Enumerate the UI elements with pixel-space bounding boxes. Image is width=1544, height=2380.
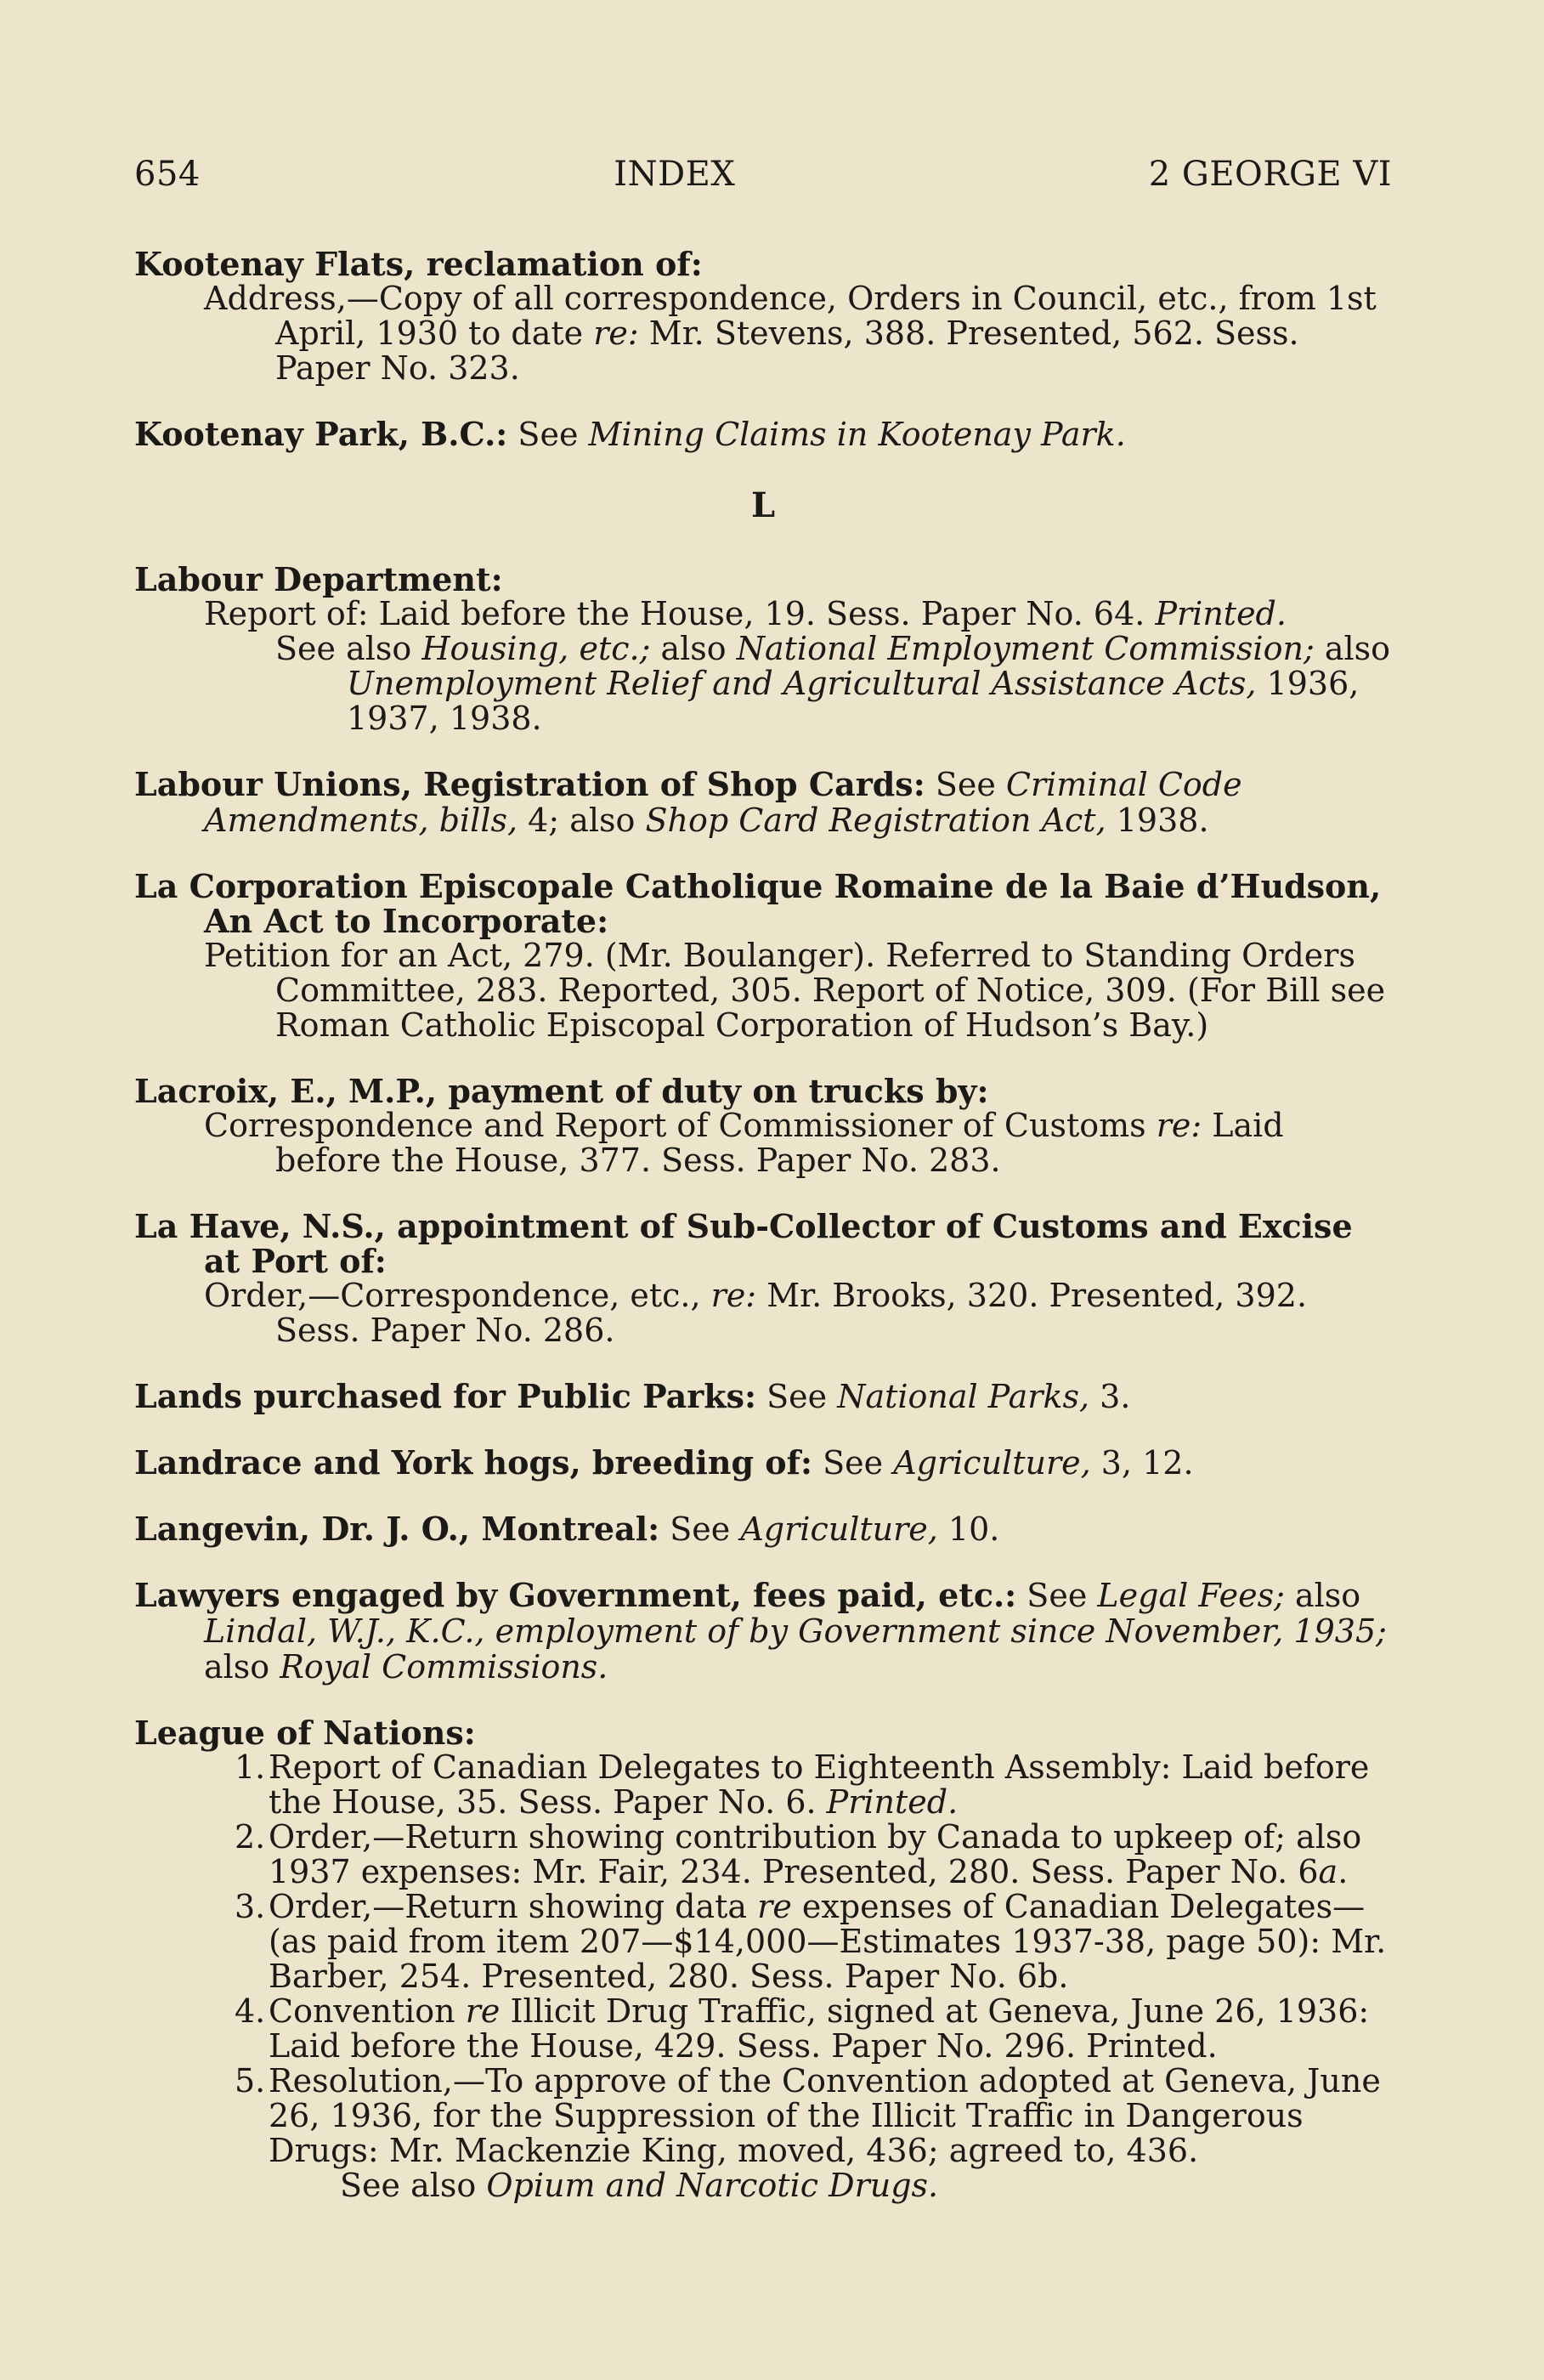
entry-heading: League of Nations: — [134, 1714, 476, 1752]
list-item — [134, 1750, 1392, 1820]
text-run: 10. — [937, 1510, 1000, 1548]
entry-text — [134, 597, 1392, 632]
cross-reference: Lindal, W.J., K.C., employment of by Government since November, 1935; — [204, 1612, 1387, 1650]
text-run: Resolution,—To approve of the Convention adopted at Geneva, June 26, 1936, for the Suppression of the Illicit Traffic in Dangerous Drugs: Mr. Mackenzie King, moved, 436; agreed to, 436. — [269, 2062, 1381, 2169]
entry-labour-department — [134, 562, 1392, 736]
italic-run: re: — [1156, 1107, 1202, 1144]
entry-heading: Kootenay Park, B.C.: — [134, 415, 508, 453]
italic-run: a — [1318, 1853, 1338, 1890]
list-item — [134, 1890, 1392, 1994]
cross-reference: Legal Fees; — [1097, 1577, 1285, 1614]
entry-kootenay-flats — [134, 246, 1392, 386]
entry-heading: Labour Unions, Registration of Shop Cards: — [134, 765, 925, 803]
see-label: See — [756, 1378, 838, 1415]
see-label: See — [659, 1510, 741, 1548]
text-run: Order,—Correspondence, etc., — [204, 1277, 711, 1314]
text-run: Correspondence and Report of Commissioner of Customs — [204, 1107, 1157, 1144]
entry-heading-line — [134, 1379, 1392, 1414]
volume-label: 2 GEORGE VI — [1148, 155, 1392, 194]
text-run: See also — [275, 630, 422, 667]
page-title: INDEX — [614, 155, 736, 194]
see-label: See — [1016, 1577, 1098, 1614]
section-letter: L — [750, 485, 776, 525]
entry-heading: Kootenay Flats, reclamation of: — [134, 245, 703, 283]
text-run: Address,—Copy of all correspondence, Orders in Council, etc., from 1st April, 1930 to date — [204, 280, 1377, 352]
text-run: Laid before the House, 377. Sess. Paper No. 283. — [275, 1107, 1284, 1179]
entry-text — [134, 1108, 1392, 1178]
cross-reference: Criminal Code Amendments, bills, — [204, 766, 1242, 839]
running-head — [134, 155, 1392, 194]
cross-reference: Opium and Narcotic Drugs. — [486, 2167, 939, 2204]
text-run: . — [1338, 1853, 1349, 1890]
cross-reference: National Employment Commission; — [736, 630, 1315, 667]
entry-heading-line — [134, 767, 1392, 838]
entry-heading: Landrace and York hogs, breeding of: — [134, 1443, 813, 1482]
text-run: Illicit Drug Traffic, signed at Geneva, June 26, 1936: Laid before the House, 429. Sess. Paper No. 296. Printed. — [269, 1992, 1370, 2065]
text-run: Convention — [269, 1992, 466, 2030]
italic-run: re — [465, 1992, 501, 2030]
entry-text — [134, 281, 1392, 386]
entry-la-corporation — [134, 869, 1392, 1043]
cross-reference: Shop Card Registration Act, — [645, 802, 1106, 839]
italic-run: re: — [593, 314, 639, 352]
text-run: also — [1284, 1577, 1361, 1614]
text-run: See also — [340, 2167, 487, 2204]
entry-heading: Labour Department: — [134, 560, 503, 598]
text-run: 4; also — [517, 802, 646, 839]
entry-heading: Langevin, Dr. J. O., Montreal: — [134, 1510, 660, 1548]
cross-reference: Agriculture, — [740, 1510, 938, 1548]
entry-heading-line — [134, 1511, 1392, 1547]
entry-heading-line — [134, 1578, 1392, 1685]
entry-heading: Lands purchased for Public Parks: — [134, 1377, 757, 1415]
italic-run: re — [757, 1888, 792, 1925]
index-body — [134, 246, 1392, 2234]
text-run: Report of: Laid before the House, 19. Sess. Paper No. 64. — [204, 595, 1156, 632]
text-run: 3, 12. — [1090, 1444, 1194, 1482]
text-run: Mr. Brooks, 320. Presented, 392. Sess. Paper No. 286. — [275, 1277, 1308, 1349]
entry-lands-purchased — [134, 1379, 1392, 1414]
italic-run: re: — [710, 1277, 757, 1314]
entry-text — [134, 1278, 1392, 1348]
entry-heading: Lacroix, E., M.P., payment of duty on trucks by: — [134, 1072, 989, 1110]
cross-reference: National Parks, — [837, 1378, 1090, 1415]
item-number: 5. — [235, 2062, 266, 2100]
cross-reference: Housing, etc.; — [421, 630, 651, 667]
text-run: 1938. — [1106, 802, 1209, 839]
entry-lawyers — [134, 1578, 1392, 1685]
text-run: 3. — [1089, 1378, 1131, 1415]
item-number: 3. — [235, 1888, 266, 1925]
entry-lacroix — [134, 1074, 1392, 1178]
text-run: 1936, 1937, 1938. — [347, 665, 1360, 737]
page-number: 654 — [134, 155, 201, 194]
entry-landrace — [134, 1445, 1392, 1481]
see-label: See — [812, 1444, 894, 1482]
text-run: expenses of Canadian Delegates—(as paid from item 207—$14,000—Estimates 1937-38, page 50): Mr. Barber, 254. Presented, 280. Sess. Paper No. 6b. — [269, 1888, 1387, 1995]
italic-run: Printed. — [1155, 595, 1287, 632]
item-number: 4. — [235, 1992, 266, 2030]
entry-langevin — [134, 1511, 1392, 1547]
text-run: also — [650, 630, 737, 667]
entry-heading: La Corporation Episcopale Catholique Romaine de la Baie d’Hudson, An Act to Incorporate: — [134, 867, 1382, 940]
see-also-line — [134, 632, 1392, 736]
entry-heading: Lawyers engaged by Government, fees paid, etc.: — [134, 1576, 1017, 1614]
see-label: See — [925, 766, 1006, 803]
cross-reference: Agriculture, — [893, 1444, 1091, 1482]
list-item — [134, 1820, 1392, 1890]
entry-kootenay-park — [134, 416, 1392, 452]
italic-run: Printed. — [826, 1783, 959, 1821]
entry-heading: La Have, N.S., appointment of Sub-Collector of Customs and Excise at Port of: — [134, 1207, 1353, 1280]
entry-heading-line — [134, 416, 1392, 452]
cross-reference: Mining Claims in Kootenay Park. — [588, 416, 1126, 453]
see-label: See — [507, 416, 589, 453]
item-number: 2. — [235, 1818, 266, 1856]
entry-text: Petition for an Act, 279. (Mr. Boulanger). Referred to Standing Orders Committee, 283. Reported, 305. Report of Notice, 309. (For Bill see Roman Catholic Episcopal Corporation of Hudson’s Bay.) — [204, 937, 1386, 1044]
text-run: Report of Canadian Delegates to Eighteenth Assembly: Laid before the House, 35. Sess. Paper No. 6. — [269, 1748, 1370, 1821]
see-also-line — [134, 2168, 1392, 2203]
item-number: 1. — [235, 1748, 266, 1786]
text-run: also — [1314, 630, 1391, 667]
text-run: Order,—Return showing data — [269, 1888, 758, 1925]
entry-la-have — [134, 1209, 1392, 1348]
cross-reference: Unemployment Relief and Agricultural Assistance Acts, — [347, 665, 1257, 702]
entry-league-of-nations — [134, 1715, 1392, 2203]
text-run: also — [204, 1648, 280, 1686]
list-item — [134, 1994, 1392, 2064]
list-item — [134, 2064, 1392, 2168]
entry-labour-unions — [134, 767, 1392, 838]
text-run: Order,—Return showing contribution by Canada to upkeep of; also 1937 expenses: Mr. Fair, 234. Presented, 280. Sess. Paper No. 6 — [269, 1818, 1362, 1890]
entry-heading-line — [134, 1445, 1392, 1481]
text-run: Mr. Stevens, 388. Presented, 562. Sess. Paper No. 323. — [275, 314, 1299, 387]
cross-reference: Royal Commissions. — [280, 1648, 608, 1686]
